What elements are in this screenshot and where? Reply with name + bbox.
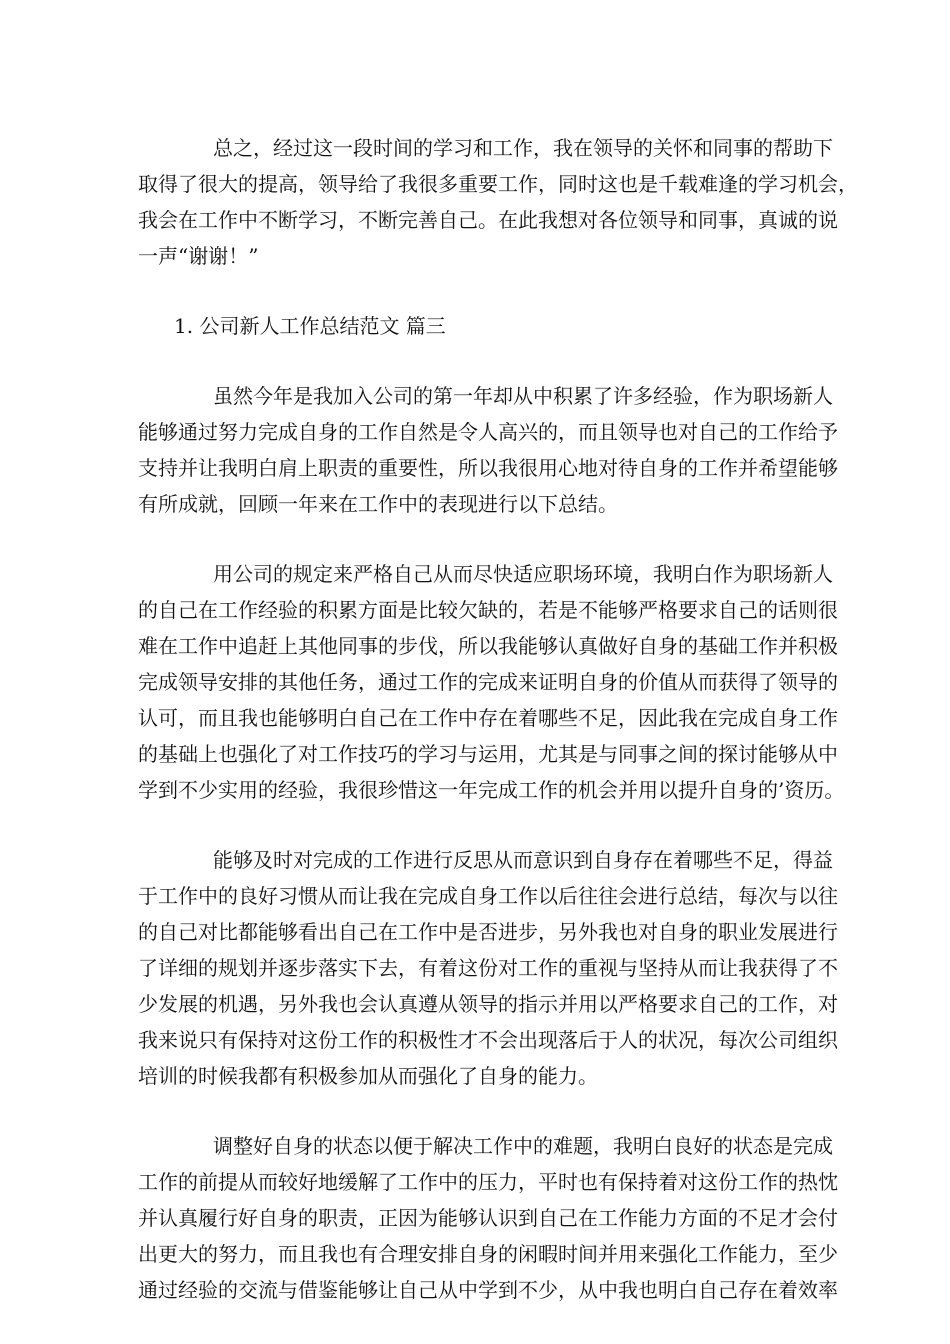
paragraph-rules	[138, 556, 845, 808]
paragraph-intro	[138, 378, 838, 522]
paragraph-line: 用公司的规定来严格自己从而尽快适应职场环境，我明白作为职场新人	[213, 562, 833, 586]
paragraph-reflection	[138, 842, 838, 1094]
paragraph-line: 我来说只有保持对这份工作的积极性才不会出现落后于人的状况，每次公司组织	[138, 1028, 838, 1052]
paragraph-line: 并认真履行好自身的职责，正因为能够认识到自己在工作能力方面的不足才会付	[138, 1206, 838, 1230]
paragraph-line: 了详细的规划并逐步落实下去，有着这份对工作的重视与坚持从而让我获得了不	[138, 956, 838, 980]
paragraph-line: 一声“谢谢！”	[138, 244, 259, 268]
paragraph-line: 完成领导安排的其他任务，通过工作的完成来证明自身的价值从而获得了领导的	[138, 670, 838, 694]
paragraph-line: 工作的前提从而较好地缓解了工作中的压力，平时也有保持着对这份工作的热忱	[138, 1170, 838, 1194]
paragraph-line: 于工作中的良好习惯从而让我在完成自身工作以后往往会进行总结，每次与以往	[138, 884, 838, 908]
section-heading: 1. 公司新人工作总结范文 篇三	[174, 314, 446, 338]
paragraph-line: 能够通过努力完成自身的工作自然是令人高兴的，而且领导也对自己的工作给予	[138, 420, 838, 444]
paragraph-line: 培训的时候我都有积极参加从而强化了自身的能力。	[138, 1064, 598, 1088]
paragraph-line: 认可，而且我也能够明白自己在工作中存在着哪些不足，因此我在完成自身工作	[138, 706, 838, 730]
paragraph-state	[138, 1128, 838, 1308]
paragraph-line: 虽然今年是我加入公司的第一年却从中积累了许多经验，作为职场新人	[213, 384, 833, 408]
paragraph-line: 调整好自身的状态以便于解决工作中的难题，我明白良好的状态是完成	[213, 1134, 833, 1158]
paragraph-line: 支持并让我明白肩上职责的重要性，所以我很用心地对待自身的工作并希望能够	[138, 456, 838, 480]
paragraph-line: 能够及时对完成的工作进行反思从而意识到自身存在着哪些不足，得益	[213, 848, 833, 872]
paragraph-line: 的自己在工作经验的积累方面是比较欠缺的，若是不能够严格要求自己的话则很	[138, 598, 838, 622]
document-body	[138, 130, 858, 1342]
paragraph-line: 取得了很大的提高，领导给了我很多重要工作，同时这也是千载难逢的学习机会，	[138, 172, 858, 196]
paragraph-conclusion	[138, 130, 858, 274]
paragraph-line: 的基础上也强化了对工作技巧的学习与运用，尤其是与同事之间的探讨能够从中	[138, 742, 838, 766]
paragraph-line: 难在工作中追赶上其他同事的步伐，所以我能够认真做好自身的基础工作并积极	[138, 634, 838, 658]
paragraph-line: 学到不少实用的经验，我很珍惜这一年完成工作的机会并用以提升自身的’资历。	[138, 778, 845, 802]
paragraph-line: 通过经验的交流与借鉴能够让自己从中学到不少，从中我也明白自己存在着效率	[138, 1278, 838, 1302]
paragraph-line: 总之，经过这一段时间的学习和工作，我在领导的关怀和同事的帮助下	[213, 136, 833, 160]
paragraph-line: 出更大的努力，而且我也有合理安排自身的闲暇时间并用来强化工作能力，至少	[138, 1242, 838, 1266]
paragraph-line: 有所成就，回顾一年来在工作中的表现进行以下总结。	[138, 492, 618, 516]
paragraph-line: 少发展的机遇，另外我也会认真遵从领导的指示并用以严格要求自己的工作，对	[138, 992, 838, 1016]
paragraph-line: 的自己对比都能够看出自己在工作中是否进步，另外我也对自身的职业发展进行	[138, 920, 838, 944]
paragraph-line: 我会在工作中不断学习，不断完善自己。在此我想对各位领导和同事，真诚的说	[138, 208, 838, 232]
